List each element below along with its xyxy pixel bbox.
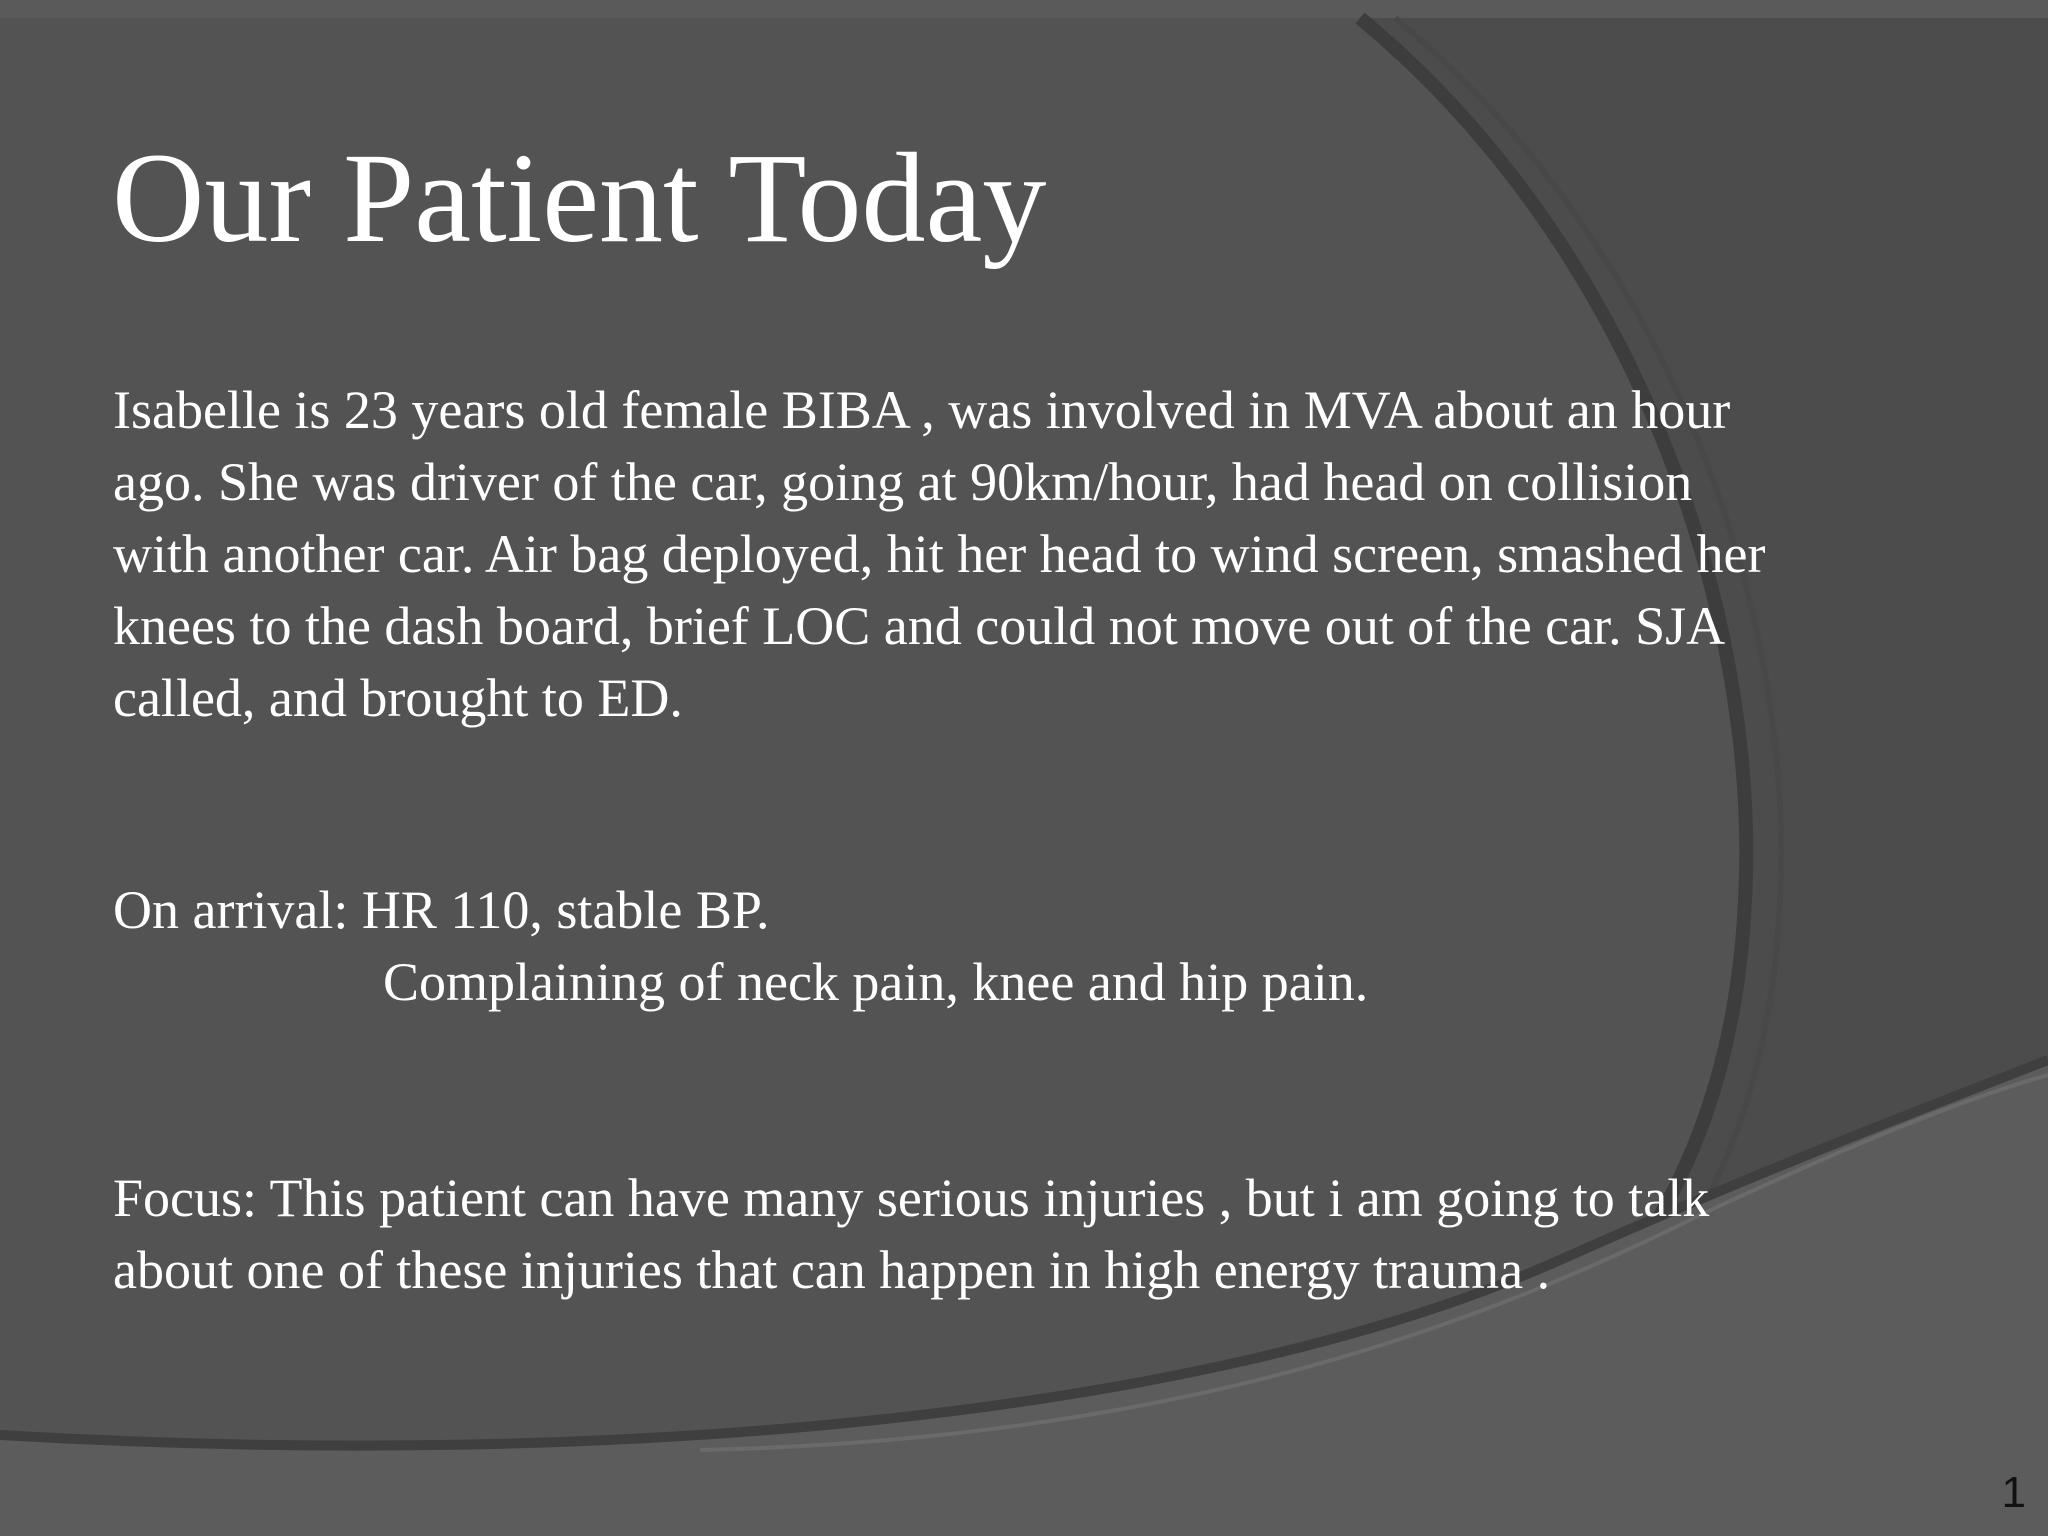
slide-number: 1 (2001, 1468, 2026, 1517)
arrival-vitals-line: On arrival: HR 110, stable BP. (113, 880, 770, 940)
patient-history-paragraph: Isabelle is 23 years old female BIBA , was involved in MVA about an hour ago. She was driver of the car, going at 90km/hour, had head on collision with another car. Air bag deployed, hit her head to wind screen, smashed her knees to the dash board, brief LOC and could not move out of the car. SJA called, and brought to ED. (113, 380, 1766, 728)
arrival-status-paragraph (113, 874, 1773, 1018)
complaints-line: Complaining of neck pain, knee and hip pain. (383, 952, 1369, 1012)
focus-paragraph: Focus: This patient can have many serious injuries , but i am going to talk about one of these injuries that can happen in high energy trauma . (113, 1168, 1710, 1300)
slide-title: Our Patient Today (112, 127, 1047, 269)
